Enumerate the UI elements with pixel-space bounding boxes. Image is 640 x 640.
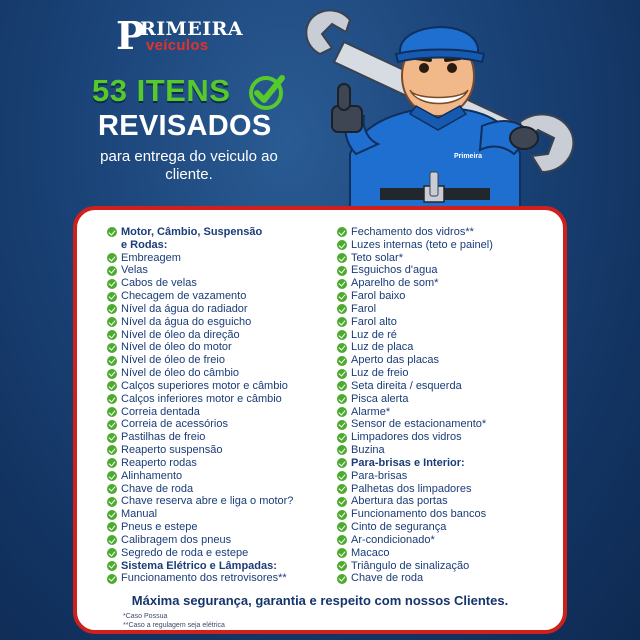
checklist-item-label: Reaperto suspensão — [121, 444, 223, 457]
checklist-item-label: Calços superiores motor e câmbio — [121, 379, 288, 392]
checklist-item — [337, 341, 557, 354]
checklist-item — [107, 367, 327, 380]
check-icon — [337, 266, 347, 276]
checklist-item — [337, 431, 557, 444]
check-icon — [107, 445, 117, 455]
check-icon — [107, 420, 117, 430]
checklist-item — [107, 444, 327, 457]
checklist-item — [337, 483, 557, 496]
check-icon — [107, 497, 117, 507]
checklist-item-label: Buzina — [351, 444, 385, 457]
checklist-item — [337, 393, 557, 406]
check-icon — [107, 356, 117, 366]
check-icon — [107, 484, 117, 494]
check-icon — [337, 356, 347, 366]
footnote-2: **Caso a regulagem seja elétrica — [123, 622, 225, 629]
checklist-column-left — [107, 226, 327, 585]
checklist-item-label: Palhetas dos limpadores — [351, 482, 472, 495]
checklist-item-label: Esguichos d'agua — [351, 264, 438, 277]
check-icon — [337, 548, 347, 558]
checklist-item-label: Alinhamento — [121, 469, 183, 482]
check-icon — [107, 522, 117, 532]
checklist-item-label: Reaperto rodas — [121, 456, 197, 469]
check-icon — [337, 420, 347, 430]
checklist-item — [107, 290, 327, 303]
checklist-item-label: e Rodas: — [121, 238, 168, 251]
checklist-item — [107, 483, 327, 496]
check-icon — [107, 548, 117, 558]
check-icon — [107, 407, 117, 417]
checklist-item-label: Calibragem dos pneus — [121, 533, 232, 546]
checklist-item-label: Embreagem — [121, 251, 181, 264]
checklist-item-label: Segredo de roda e estepe — [121, 546, 249, 559]
check-icon — [337, 458, 347, 468]
checklist-item — [107, 572, 327, 585]
checklist-item-label: Seta direita / esquerda — [351, 379, 462, 392]
checklist-item — [107, 508, 327, 521]
check-badge-icon — [246, 72, 286, 112]
checklist-item — [107, 470, 327, 483]
checklist-item-label: Luz de placa — [351, 341, 414, 354]
check-icon — [107, 279, 117, 289]
checklist-item — [107, 226, 327, 239]
check-icon — [107, 471, 117, 481]
brand-logo — [116, 13, 256, 60]
checklist-item-label: Motor, Câmbio, Suspensão — [121, 226, 263, 238]
checklist-item — [107, 547, 327, 560]
checklist-item-label: Luz de ré — [351, 328, 397, 341]
checklist-card — [73, 206, 567, 634]
checklist-item — [337, 560, 557, 573]
checklist-item-label: Macaco — [351, 546, 390, 559]
check-icon — [337, 279, 347, 289]
check-icon — [337, 240, 347, 250]
check-icon — [337, 497, 347, 507]
checklist-item-label: Para-brisas — [351, 469, 408, 482]
logo-mark: P — [116, 13, 145, 58]
check-icon — [337, 304, 347, 314]
check-icon — [337, 433, 347, 443]
check-icon — [107, 317, 117, 327]
checklist-item — [107, 560, 327, 573]
checklist-item — [337, 418, 557, 431]
checklist-item — [107, 431, 327, 444]
checklist-item-label: Pastilhas de freio — [121, 431, 206, 444]
checklist-item — [337, 226, 557, 239]
checklist-item — [107, 406, 327, 419]
checklist-item-label: Teto solar* — [351, 251, 403, 264]
check-icon — [337, 510, 347, 520]
check-icon — [107, 433, 117, 443]
logo-wordmark-bottom: veículos — [146, 37, 209, 54]
check-icon — [107, 574, 117, 584]
check-icon — [337, 330, 347, 340]
check-icon — [337, 407, 347, 417]
check-icon — [107, 292, 117, 302]
checklist-item — [337, 495, 557, 508]
footnotes — [123, 612, 225, 630]
checklist-item — [337, 547, 557, 560]
checklist-item — [107, 457, 327, 470]
check-icon — [337, 574, 347, 584]
checklist-item-label: Farol alto — [351, 315, 397, 328]
check-icon — [107, 304, 117, 314]
checklist-item-label: Farol — [351, 302, 377, 315]
checklist-item — [337, 264, 557, 277]
checklist-item — [337, 252, 557, 265]
checklist-item — [107, 316, 327, 329]
checklist-item-label: Checagem de vazamento — [121, 290, 247, 303]
checklist-item-label: Nível de óleo de freio — [121, 354, 225, 367]
checklist-item-label: Correia dentada — [121, 405, 200, 418]
check-icon — [107, 369, 117, 379]
check-icon — [107, 381, 117, 391]
checklist-item-label: Abertura das portas — [351, 495, 448, 508]
slogan: Máxima segurança, garantia e respeito com nossos Clientes. — [131, 593, 509, 608]
checklist-item-label: Sensor de estacionamento* — [351, 418, 487, 431]
checklist-item — [337, 572, 557, 585]
checklist-item — [107, 354, 327, 367]
check-icon — [337, 522, 347, 532]
checklist-item-label: Limpadores dos vidros — [351, 431, 462, 444]
checklist-item — [107, 534, 327, 547]
check-icon — [337, 317, 347, 327]
checklist-item — [107, 418, 327, 431]
checklist-item — [337, 508, 557, 521]
shirt-label: Primeira — [454, 153, 483, 160]
checklist-item — [107, 380, 327, 393]
checklist-item — [337, 457, 557, 470]
checklist-item-label: Chave reserva abre e liga o motor? — [121, 495, 294, 508]
checklist-item-label: Cinto de segurança — [351, 521, 447, 534]
checklist-item-label: Velas — [121, 264, 148, 277]
checklist-item — [337, 470, 557, 483]
checklist-item — [337, 316, 557, 329]
checklist-item-label: Nível de óleo do câmbio — [121, 367, 240, 380]
checklist-item-label: Chave de roda — [351, 572, 424, 585]
check-icon — [107, 458, 117, 468]
check-icon — [107, 330, 117, 340]
logo-wordmark-top: RIMEIRA — [140, 18, 244, 40]
check-icon — [107, 561, 117, 571]
checklist-item — [107, 252, 327, 265]
check-icon — [337, 253, 347, 263]
checklist-item-label: Nível da água do radiador — [121, 302, 248, 315]
headline-revisados: REVISADOS — [98, 110, 272, 142]
checklist-item — [337, 303, 557, 316]
check-icon — [337, 484, 347, 494]
check-icon — [107, 510, 117, 520]
checklist-item-label: Aparelho de som* — [351, 277, 439, 290]
check-icon — [337, 343, 347, 353]
checklist-item — [107, 393, 327, 406]
mechanic-mascot-illustration — [292, 4, 592, 214]
checklist-item-label: Ar-condicionado* — [351, 533, 435, 546]
check-icon — [337, 394, 347, 404]
check-icon — [107, 343, 117, 353]
check-icon — [107, 227, 117, 237]
checklist-item-label: Calços inferiores motor e câmbio — [121, 392, 282, 405]
checklist-item — [337, 521, 557, 534]
checklist-item — [337, 354, 557, 367]
check-icon — [337, 292, 347, 302]
checklist-item — [337, 239, 557, 252]
checklist-item — [107, 341, 327, 354]
checklist-item — [337, 534, 557, 547]
checklist-column-right — [337, 226, 557, 585]
check-icon — [337, 535, 347, 545]
checklist-item-label: Funcionamento dos bancos — [351, 508, 487, 521]
checklist-item — [337, 290, 557, 303]
check-icon — [337, 471, 347, 481]
headline-count: 53 ITENS — [92, 73, 231, 108]
checklist-item-label: Funcionamento dos retrovisores** — [121, 572, 287, 585]
check-icon — [337, 445, 347, 455]
checklist-item-label: Nível da água do esguicho — [121, 315, 252, 328]
checklist-item — [337, 329, 557, 342]
checklist-item-label: Pneus e estepe — [121, 521, 198, 534]
headline-tagline: para entrega do veiculo ao cliente. — [100, 148, 278, 183]
footnote-1: *Caso Possua — [123, 613, 168, 620]
checklist-item-label: Nível de óleo do motor — [121, 341, 232, 354]
checklist-item — [107, 521, 327, 534]
check-icon — [337, 561, 347, 571]
checklist-item-label: Farol baixo — [351, 290, 406, 303]
checklist-item — [107, 277, 327, 290]
checklist-item — [337, 277, 557, 290]
checklist-item — [107, 239, 327, 252]
checklist-item-label: Triângulo de sinalização — [351, 559, 470, 572]
check-icon — [337, 381, 347, 391]
checklist-item-label: Fechamento dos vidros** — [351, 226, 474, 238]
checklist-item-label: Para-brisas e Interior: — [351, 456, 465, 469]
checklist-item-label: Cabos de velas — [121, 277, 197, 290]
checklist-item-label: Luzes internas (teto e painel) — [351, 238, 493, 251]
checklist-item — [107, 264, 327, 277]
check-icon — [107, 266, 117, 276]
checklist-item-label: Pisca alerta — [351, 392, 409, 405]
checklist-item — [337, 380, 557, 393]
check-icon — [337, 227, 347, 237]
check-icon — [337, 369, 347, 379]
checklist-item — [337, 406, 557, 419]
check-icon — [107, 535, 117, 545]
checklist-item-label: Alarme* — [351, 405, 391, 418]
checklist-item-label: Nível de óleo da direção — [121, 328, 240, 341]
checklist-item-label: Manual — [121, 508, 158, 521]
checklist-item — [107, 495, 327, 508]
checklist-item-label: Chave de roda — [121, 482, 194, 495]
checklist-item-label: Aperto das placas — [351, 354, 440, 367]
checklist-item — [337, 367, 557, 380]
checklist-item — [107, 303, 327, 316]
checklist-item-label: Sistema Elétrico e Lâmpadas: — [121, 559, 277, 572]
check-icon — [107, 394, 117, 404]
checklist-item — [337, 444, 557, 457]
checklist-item-label: Correia de acessórios — [121, 418, 228, 431]
spacer — [107, 240, 117, 250]
checklist-item — [107, 329, 327, 342]
checklist-item-label: Luz de freio — [351, 367, 409, 380]
check-icon — [107, 253, 117, 263]
